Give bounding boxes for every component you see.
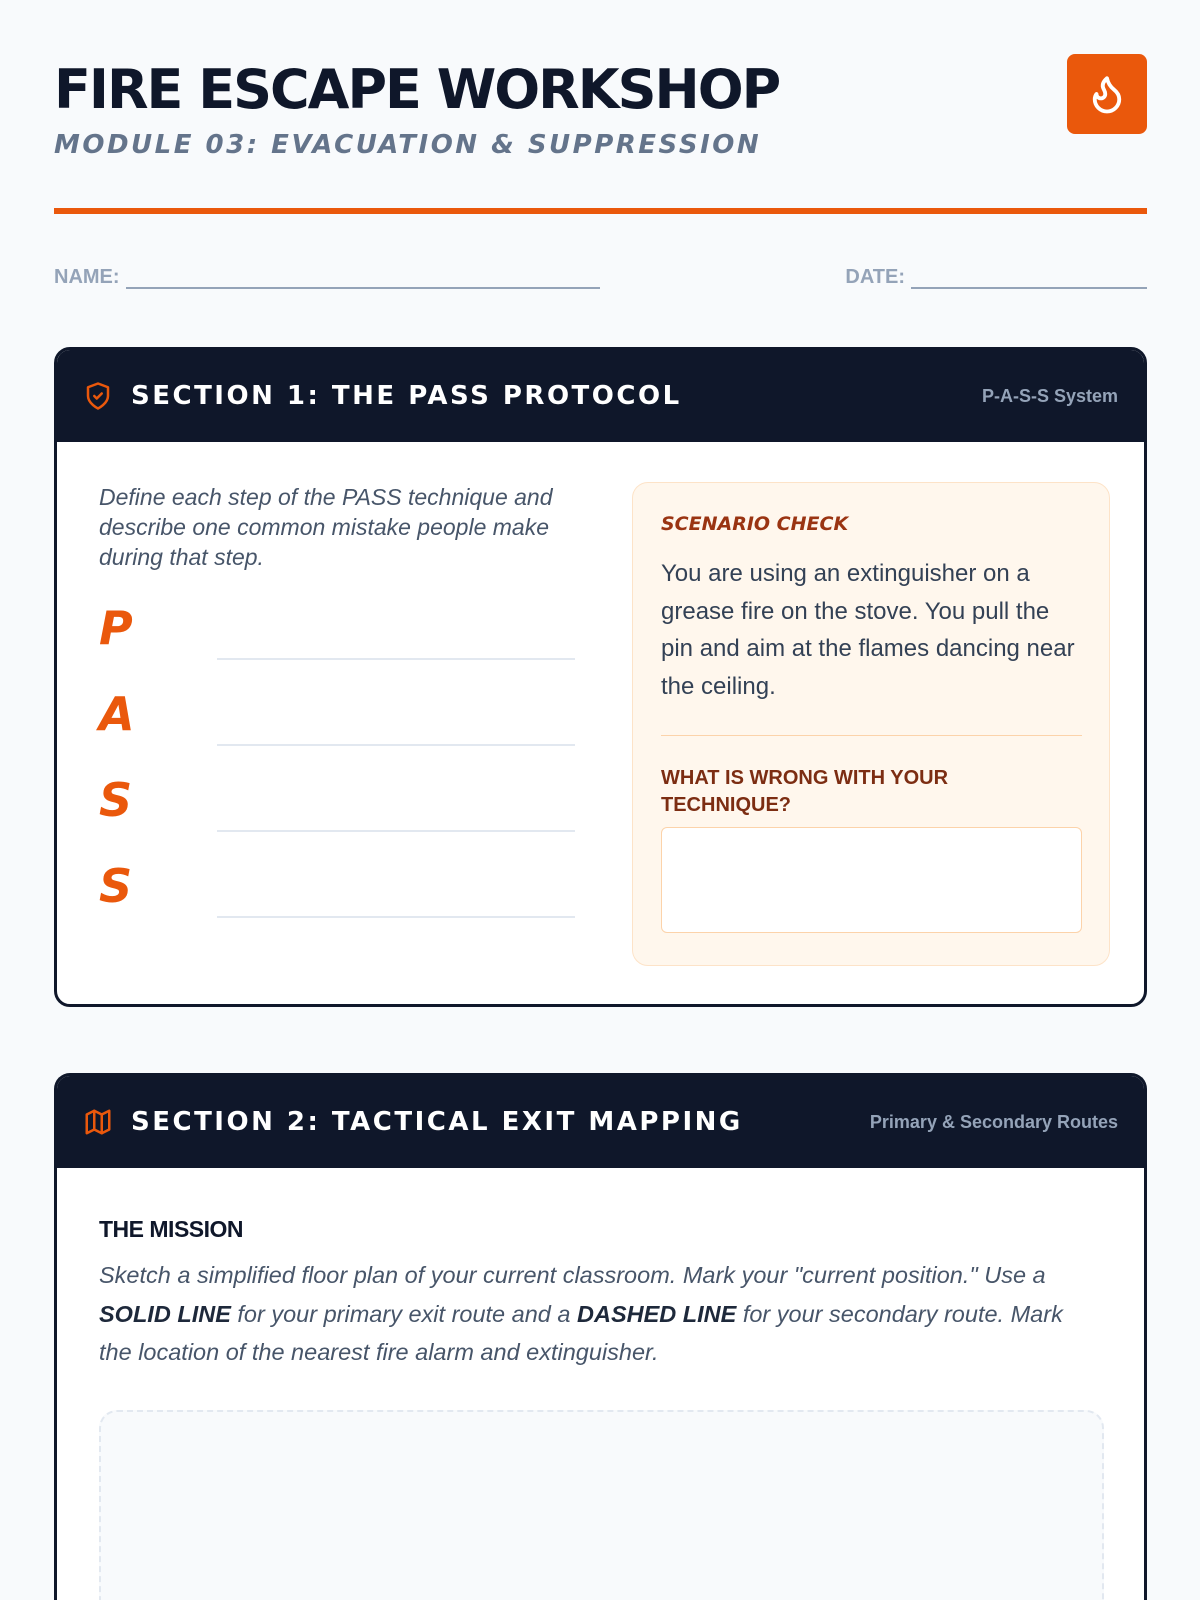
pass-answer-line[interactable]: [217, 916, 575, 918]
name-label: NAME:: [54, 266, 120, 288]
pass-letter: S: [99, 859, 133, 913]
section-1-title: SECTION 1: THE PASS PROTOCOL: [131, 381, 682, 411]
page-subtitle: MODULE 03: EVACUATION & SUPPRESSION: [54, 130, 762, 160]
date-label: DATE:: [845, 266, 905, 288]
scenario-answer-box[interactable]: [661, 827, 1082, 933]
section-1-header: [57, 350, 1144, 442]
mission-title: THE MISSION: [99, 1216, 244, 1242]
page-title: FIRE ESCAPE WORKSHOP: [54, 58, 780, 121]
flame-icon: [1086, 73, 1128, 115]
pass-letter: S: [99, 773, 133, 827]
section-2-card: [54, 1073, 1147, 1600]
date-line[interactable]: [911, 267, 1147, 289]
section-1-tag: P-A-S-S System: [981, 385, 1118, 406]
pass-step-s1: [99, 772, 577, 832]
pass-answer-line[interactable]: [217, 658, 575, 660]
scenario-box: [632, 482, 1110, 966]
section-1-instructions: Define each step of the PASS technique and describe one common mistake people make during that step.: [99, 484, 553, 570]
name-line[interactable]: [126, 267, 600, 289]
section-2-title: SECTION 2: TACTICAL EXIT MAPPING: [131, 1107, 743, 1137]
section-1-card: [54, 347, 1147, 1007]
pass-letter: P: [99, 601, 133, 655]
scenario-body: You are using an extinguisher on a grease fire on the stove. You pull the pin and aim at the flames dancing near the ceiling.: [661, 560, 1075, 700]
mission-emphasis-dashed: DASHED LINE: [577, 1300, 737, 1327]
pass-letter: A: [99, 687, 135, 741]
mission-emphasis-solid: SOLID LINE: [99, 1300, 231, 1327]
pass-answer-line[interactable]: [217, 744, 575, 746]
pass-step-a: [99, 686, 577, 746]
section-2-header: [57, 1076, 1144, 1168]
header-divider: [54, 208, 1147, 214]
mission-text: Sketch a simplified floor plan of your current classroom. Mark your "current position." Use a: [99, 1262, 1046, 1288]
mission-text: for your secondary route. Mark the location of the nearest fire alarm and extinguisher.: [99, 1300, 1063, 1365]
scenario-title: SCENARIO CHECK: [661, 513, 849, 535]
name-field[interactable]: [54, 266, 600, 289]
section-2-tag: Primary & Secondary Routes: [869, 1111, 1118, 1132]
pass-step-p: [99, 600, 577, 660]
scenario-question: WHAT IS WRONG WITH YOUR TECHNIQUE?: [661, 767, 949, 816]
mission-text: for your primary exit route and a: [230, 1300, 577, 1327]
logo-badge: [1067, 54, 1147, 134]
shield-check-icon: [83, 381, 113, 411]
scenario-divider: [661, 735, 1082, 736]
floor-plan-sketch-area[interactable]: [99, 1410, 1104, 1600]
map-icon: [83, 1107, 113, 1137]
pass-step-s2: [99, 858, 577, 918]
mission-instructions: [99, 1256, 1099, 1372]
pass-answer-line[interactable]: [217, 830, 575, 832]
date-field[interactable]: [845, 266, 1147, 289]
